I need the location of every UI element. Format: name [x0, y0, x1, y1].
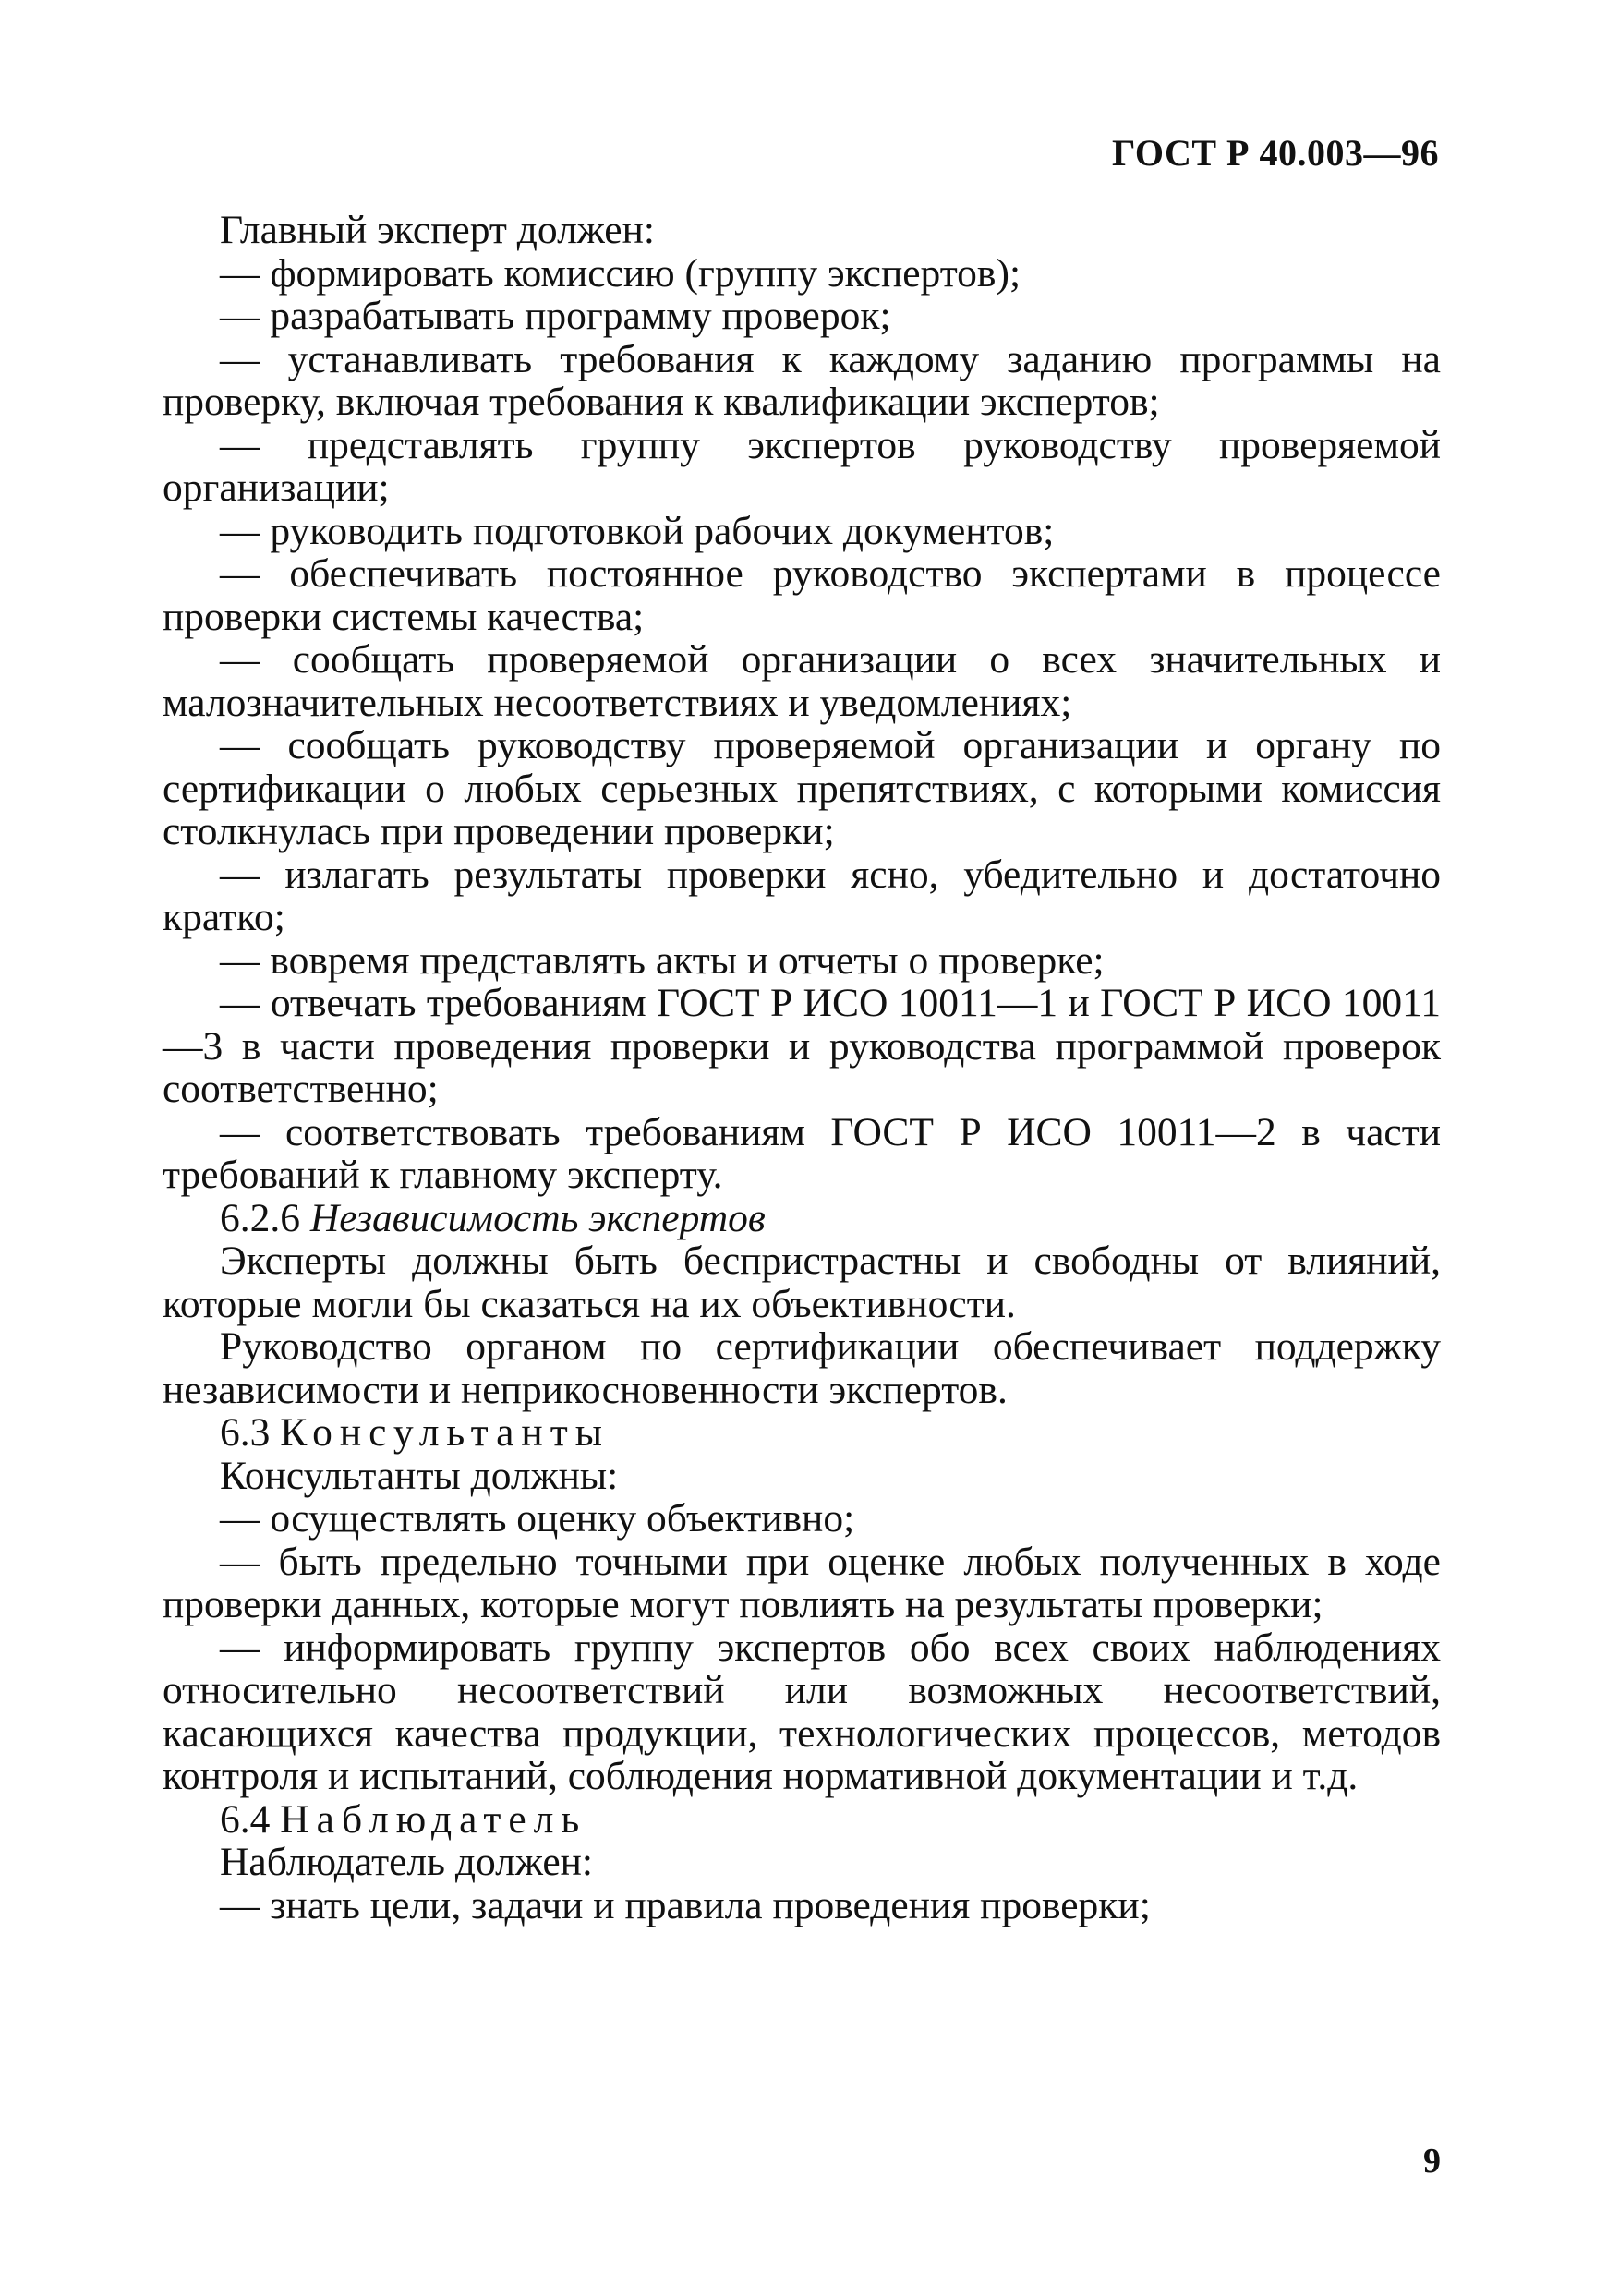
- section-heading-6-2-6: [163, 1197, 1441, 1240]
- section-heading-6-4: [163, 1798, 1441, 1842]
- chief-item: — устанавливать требования к каждому заданию программы на проверку, включая требования к квалификации экспертов;: [163, 336, 1441, 424]
- consultant-item: — информировать группу экспертов обо всех своих наблюдениях относительно несоответствий или возможных несоответствий, касающихся качества продукции, технологических процессов, методов контроля и испытаний, соблюдения нормативной документации и т.д.: [163, 1625, 1441, 1798]
- consultant-item: — быть предельно точными при оценке любых полученных в ходе проверки данных, которые могут повлиять на результаты проверки;: [163, 1539, 1441, 1626]
- chief-item: — соответствовать требованиям ГОСТ Р ИСО 10011—2 в части требований к главному эксперту.: [163, 1109, 1441, 1197]
- page-number: 9: [1423, 2142, 1441, 2181]
- consultants-intro: Консультанты должны:: [220, 1453, 619, 1498]
- chief-item: — представлять группу экспертов руководству проверяемой организации;: [163, 422, 1441, 510]
- section-title: Консультанты: [280, 1410, 610, 1455]
- chief-item: — излагать результаты проверки ясно, убедительно и достаточно кратко;: [163, 852, 1441, 939]
- section-number: 6.4: [220, 1796, 271, 1842]
- chief-item: — отвечать требованиям ГОСТ Р ИСО 10011—1 и ГОСТ Р ИСО 10011—3 в части проведения проверки и руководства программой проверок соответственно;: [163, 981, 1441, 1111]
- consultant-item: — осуществлять оценку объективно;: [220, 1496, 855, 1541]
- section-title: Наблюдатель: [280, 1796, 587, 1842]
- observer-item: — знать цели, задачи и правила проведения проверки;: [220, 1882, 1151, 1927]
- chief-item: — вовремя представлять акты и отчеты о проверке;: [220, 937, 1105, 983]
- independence-paragraph: Руководство органом по сертификации обеспечивает поддержку независимости и неприкосновенности экспертов.: [163, 1324, 1441, 1412]
- section-title: Независимость экспертов: [309, 1195, 766, 1240]
- chief-item: — сообщать руководству проверяемой организации и органу по сертификации о любых серьезных препятствиях, с которыми комиссия столкнулась при проведении проверки;: [163, 723, 1441, 853]
- section-number: 6.3: [220, 1410, 271, 1455]
- section-number: 6.2.6: [220, 1195, 300, 1240]
- standard-header: ГОСТ Р 40.003—96: [1111, 132, 1439, 174]
- observer-intro: Наблюдатель должен:: [220, 1840, 593, 1884]
- chief-item: — разрабатывать программу проверок;: [220, 294, 891, 338]
- chief-expert-intro: Главный эксперт должен:: [220, 208, 655, 252]
- chief-item: — руководить подготовкой рабочих документов;: [220, 508, 1055, 553]
- independence-paragraph: Эксперты должны быть беспристрастны и свободны от влияний, которые могли бы сказаться на их объективности.: [163, 1239, 1441, 1326]
- chief-item: — обеспечивать постоянное руководство экспертами в процессе проверки системы качества;: [163, 551, 1441, 639]
- page-body: [163, 209, 1441, 1927]
- section-heading-6-3: [163, 1411, 1441, 1455]
- chief-item: — формировать комиссию (группу экспертов);: [220, 250, 1021, 296]
- chief-item: — сообщать проверяемой организации о всех значительных и малозначительных несоответствиях и уведомлениях;: [163, 637, 1441, 725]
